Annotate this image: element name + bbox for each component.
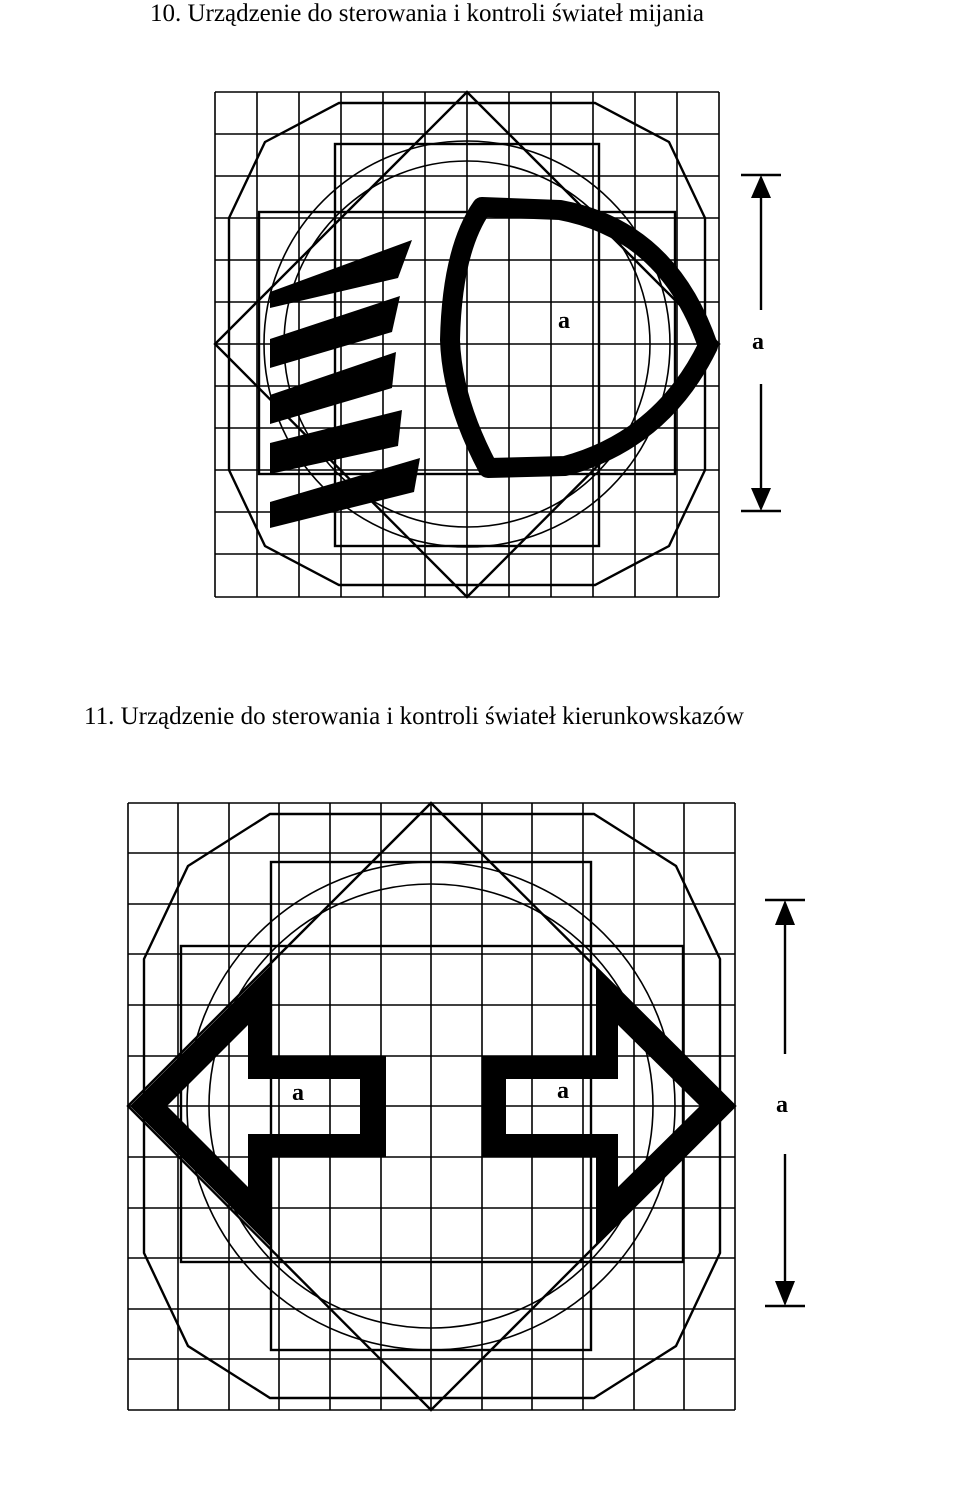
- right-label: a: [557, 1078, 569, 1104]
- construction-grid: [128, 803, 735, 1410]
- left-label: a: [292, 1080, 304, 1106]
- figure-11-caption: 11. Urządzenie do sterowania i kontroli świateł kierunkowskazów: [84, 703, 744, 730]
- dimension-label: a: [776, 1092, 788, 1118]
- dimension-label: a: [752, 329, 764, 355]
- inner-label: a: [558, 308, 570, 334]
- figure-10-caption: 10. Urządzenie do sterowania i kontroli świateł mijania: [150, 0, 704, 27]
